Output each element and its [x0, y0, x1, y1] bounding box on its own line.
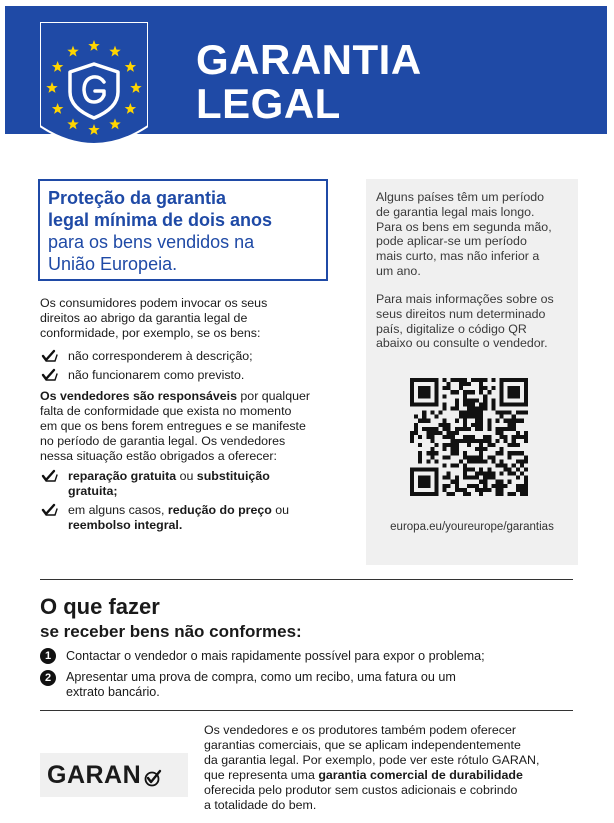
intro-line: conformidade, por exemplo, se os bens: — [40, 326, 261, 340]
intro-line: Os consumidores podem invocar os seus — [40, 296, 268, 310]
step-number: 1 — [40, 648, 56, 664]
sidebar-url[interactable]: europa.eu/youreurope/garantias — [390, 521, 554, 533]
sidebar-line: seus direitos num determinado — [376, 306, 546, 321]
remedy-text: em alguns casos, — [68, 503, 168, 517]
commercial-text: que representa uma — [204, 768, 319, 782]
list-item — [40, 648, 580, 664]
commercial-line: garantias comerciais, que se aplicam independentemente — [204, 738, 521, 752]
condition-text: não funcionarem como previsto. — [68, 368, 245, 382]
commercial-line: oferecida pelo produtor sem custos adicionais e cobrindo — [204, 783, 518, 797]
responsibility-paragraph — [40, 389, 360, 464]
remedy-bold: redução do preço — [167, 503, 272, 517]
commercial-line: Os vendedores e os produtores também podem oferecer — [204, 723, 516, 737]
responsibility-text: por qualquer — [236, 389, 310, 403]
sidebar-line: mais curto, mas não inferior a — [376, 249, 540, 264]
remedy-bold: gratuita; — [68, 484, 118, 498]
check-icon — [143, 769, 163, 787]
commercial-line: da garantia legal. Por exemplo, pode ver este rótulo GARAN, — [204, 753, 540, 767]
check-icon — [40, 368, 62, 382]
section-divider — [40, 710, 573, 711]
remedy-bold: substituição — [196, 469, 270, 483]
headline-box — [38, 179, 328, 281]
remedy-text: ou — [271, 503, 290, 517]
remedy-bold: reembolso integral. — [68, 518, 183, 532]
sidebar-paragraph-2 — [376, 292, 572, 351]
section-divider — [40, 579, 573, 580]
list-item — [40, 368, 340, 383]
qr-code-icon[interactable] — [410, 378, 528, 496]
list-item — [40, 349, 340, 364]
remedy-bold: reparação gratuita — [68, 469, 177, 483]
sidebar-line: um ano. — [376, 263, 421, 278]
page-title — [196, 38, 422, 126]
headline-line-4: União Europeia. — [48, 254, 178, 274]
sidebar-line: Alguns países têm um período — [376, 190, 545, 204]
sidebar-line: país, digitalize o código QR — [376, 321, 527, 336]
step-text: Contactar o vendedor o mais rapidamente possível para expor o problema; — [66, 648, 485, 663]
commercial-bold: garantia comercial de durabilidade — [318, 768, 523, 782]
intro-paragraph — [40, 296, 340, 341]
remedy-text: ou — [176, 469, 197, 483]
responsibility-line: falta de conformidade que exista no momento — [40, 404, 292, 418]
commercial-line: a totalidade do bem. — [204, 798, 317, 812]
headline-bold-line-1: Proteção da garantia — [48, 188, 227, 208]
step-text: Apresentar uma prova de compra, como um recibo, uma fatura ou um — [66, 670, 456, 684]
garan-label-logo — [40, 753, 188, 797]
responsibility-line: nessa situação estão obrigados a oferecer: — [40, 449, 277, 463]
conditions-list — [40, 349, 340, 383]
title-line-2: LEGAL — [196, 80, 341, 127]
responsibility-bold: Os vendedores são responsáveis — [40, 389, 237, 403]
title-line-1: GARANTIA — [196, 36, 422, 83]
garan-logo-text: GARAN — [47, 760, 142, 789]
step-number: 2 — [40, 670, 56, 686]
responsibility-line: no período de garantia legal. Os vendedores — [40, 434, 286, 448]
commercial-paragraph — [204, 723, 584, 813]
responsibility-line: em que os bens forem entregues e se manifeste — [40, 419, 306, 433]
sidebar-line: abaixo ou consulte o vendedor. — [376, 336, 548, 351]
sidebar-line: Para mais informações sobre os — [376, 292, 554, 306]
what-to-do-subheading: se receber bens não conformes: — [40, 622, 302, 641]
check-icon — [40, 503, 62, 517]
sidebar-line: pode aplicar-se um período — [376, 234, 527, 249]
remedies-list — [40, 469, 340, 533]
sidebar-line: Para os bens em segunda mão, — [376, 219, 552, 234]
headline-line-3: para os bens vendidos na — [48, 232, 255, 252]
step-text: extrato bancário. — [66, 685, 160, 699]
intro-line: direitos ao abrigo da garantia legal de — [40, 311, 248, 325]
sidebar-paragraph-1 — [376, 190, 572, 279]
sidebar-line: de garantia legal mais longo. — [376, 204, 535, 219]
check-icon — [40, 349, 62, 363]
eu-shield-logo-icon — [40, 22, 148, 154]
check-icon — [40, 469, 62, 483]
what-to-do-heading: O que fazer — [40, 594, 160, 619]
headline-bold-line-2: legal mínima de dois anos — [48, 210, 273, 230]
list-item — [40, 503, 340, 533]
list-item — [40, 469, 340, 499]
condition-text: não corresponderem à descrição; — [68, 349, 253, 363]
list-item — [40, 670, 580, 700]
steps-list — [40, 648, 580, 700]
